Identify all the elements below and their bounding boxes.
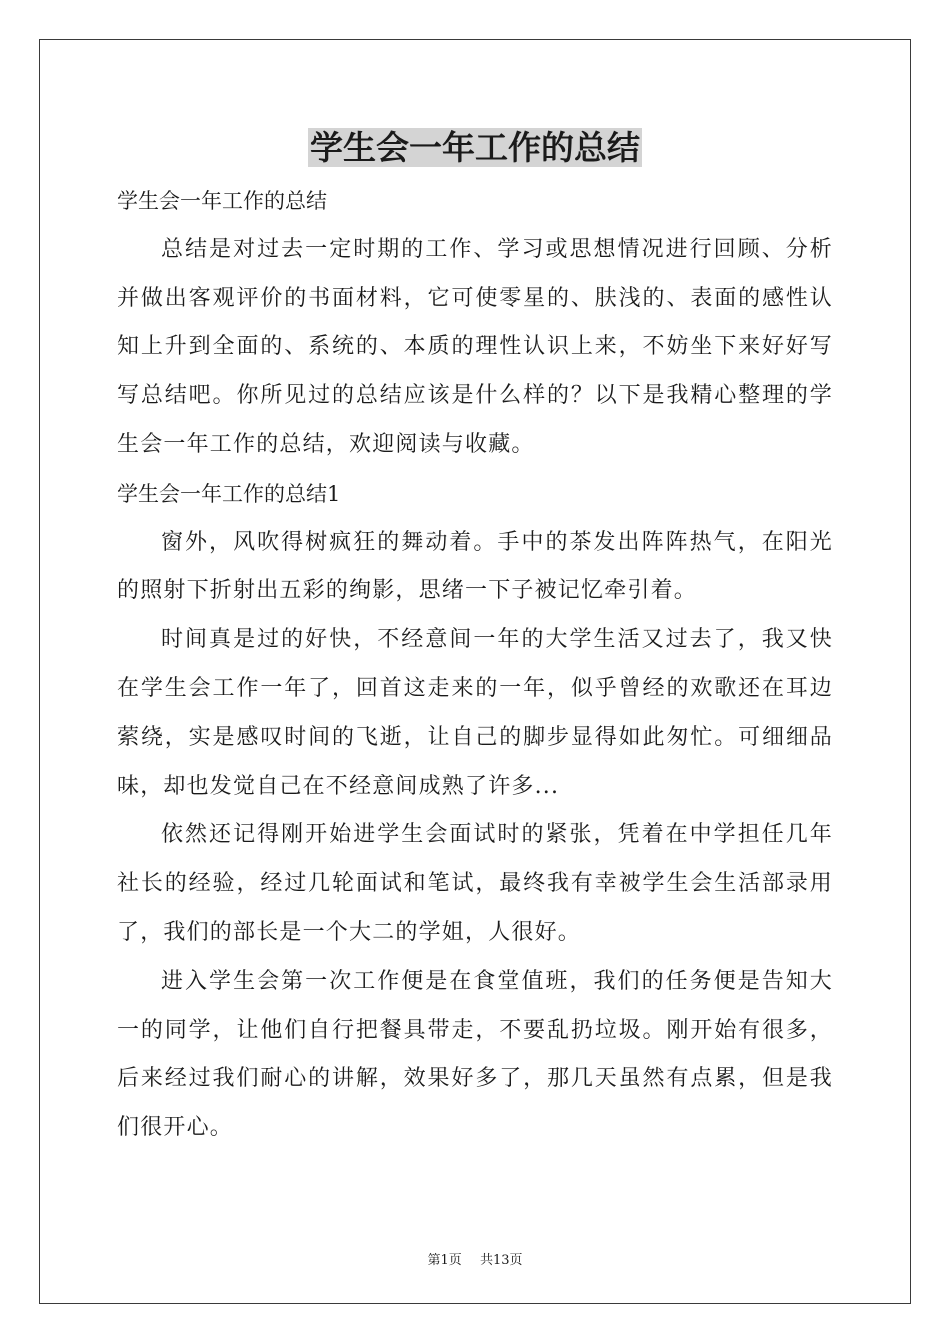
- document-title-text: 学生会一年工作的总结: [310, 128, 640, 167]
- page-number: 第1页: [427, 1253, 462, 1268]
- body-paragraph: 时间真是过的好快，不经意间一年的大学生活又过去了，我又快在学生会工作一年了，回首这走来的一年，似乎曾经的欢歌还在耳边萦绕，实是感叹时间的飞逝，让自己的脚步显得如此匆忙。可细细品味，却也发觉自己在不经意间成熟了许多...: [117, 627, 833, 799]
- document-body: [117, 177, 833, 1153]
- document-title: [0, 126, 950, 170]
- intro-paragraph: 总结是对过去一定时期的工作、学习或思想情况进行回顾、分析并做出客观评价的书面材料，它可使零星的、肤浅的、表面的感性认知上升到全面的、系统的、本质的理性认识上来，不妨坐下来好好写写总结吧。你所见过的总结应该是什么样的？以下是我精心整理的学生会一年工作的总结，欢迎阅读与收藏。: [117, 236, 833, 457]
- body-paragraph: 依然还记得刚开始进学生会面试时的紧张，凭着在中学担任几年社长的经验，经过几轮面试和笔试，最终我有幸被学生会生活部录用了，我们的部长是一个大二的学姐，人很好。: [117, 822, 833, 945]
- page-total: 共13页: [479, 1253, 523, 1268]
- page-footer: [0, 1249, 950, 1268]
- section-heading: 学生会一年工作的总结1: [117, 481, 341, 506]
- subheading: 学生会一年工作的总结: [117, 189, 327, 213]
- body-paragraph: 窗外，风吹得树疯狂的舞动着。手中的茶发出阵阵热气，在阳光的照射下折射出五彩的绚影，思绪一下子被记忆牵引着。: [117, 529, 833, 604]
- body-paragraph: 进入学生会第一次工作便是在食堂值班，我们的任务便是告知大一的同学，让他们自行把餐具带走，不要乱扔垃圾。刚开始有很多，后来经过我们耐心的讲解，效果好多了，那几天虽然有点累，但是我们很开心。: [117, 968, 833, 1141]
